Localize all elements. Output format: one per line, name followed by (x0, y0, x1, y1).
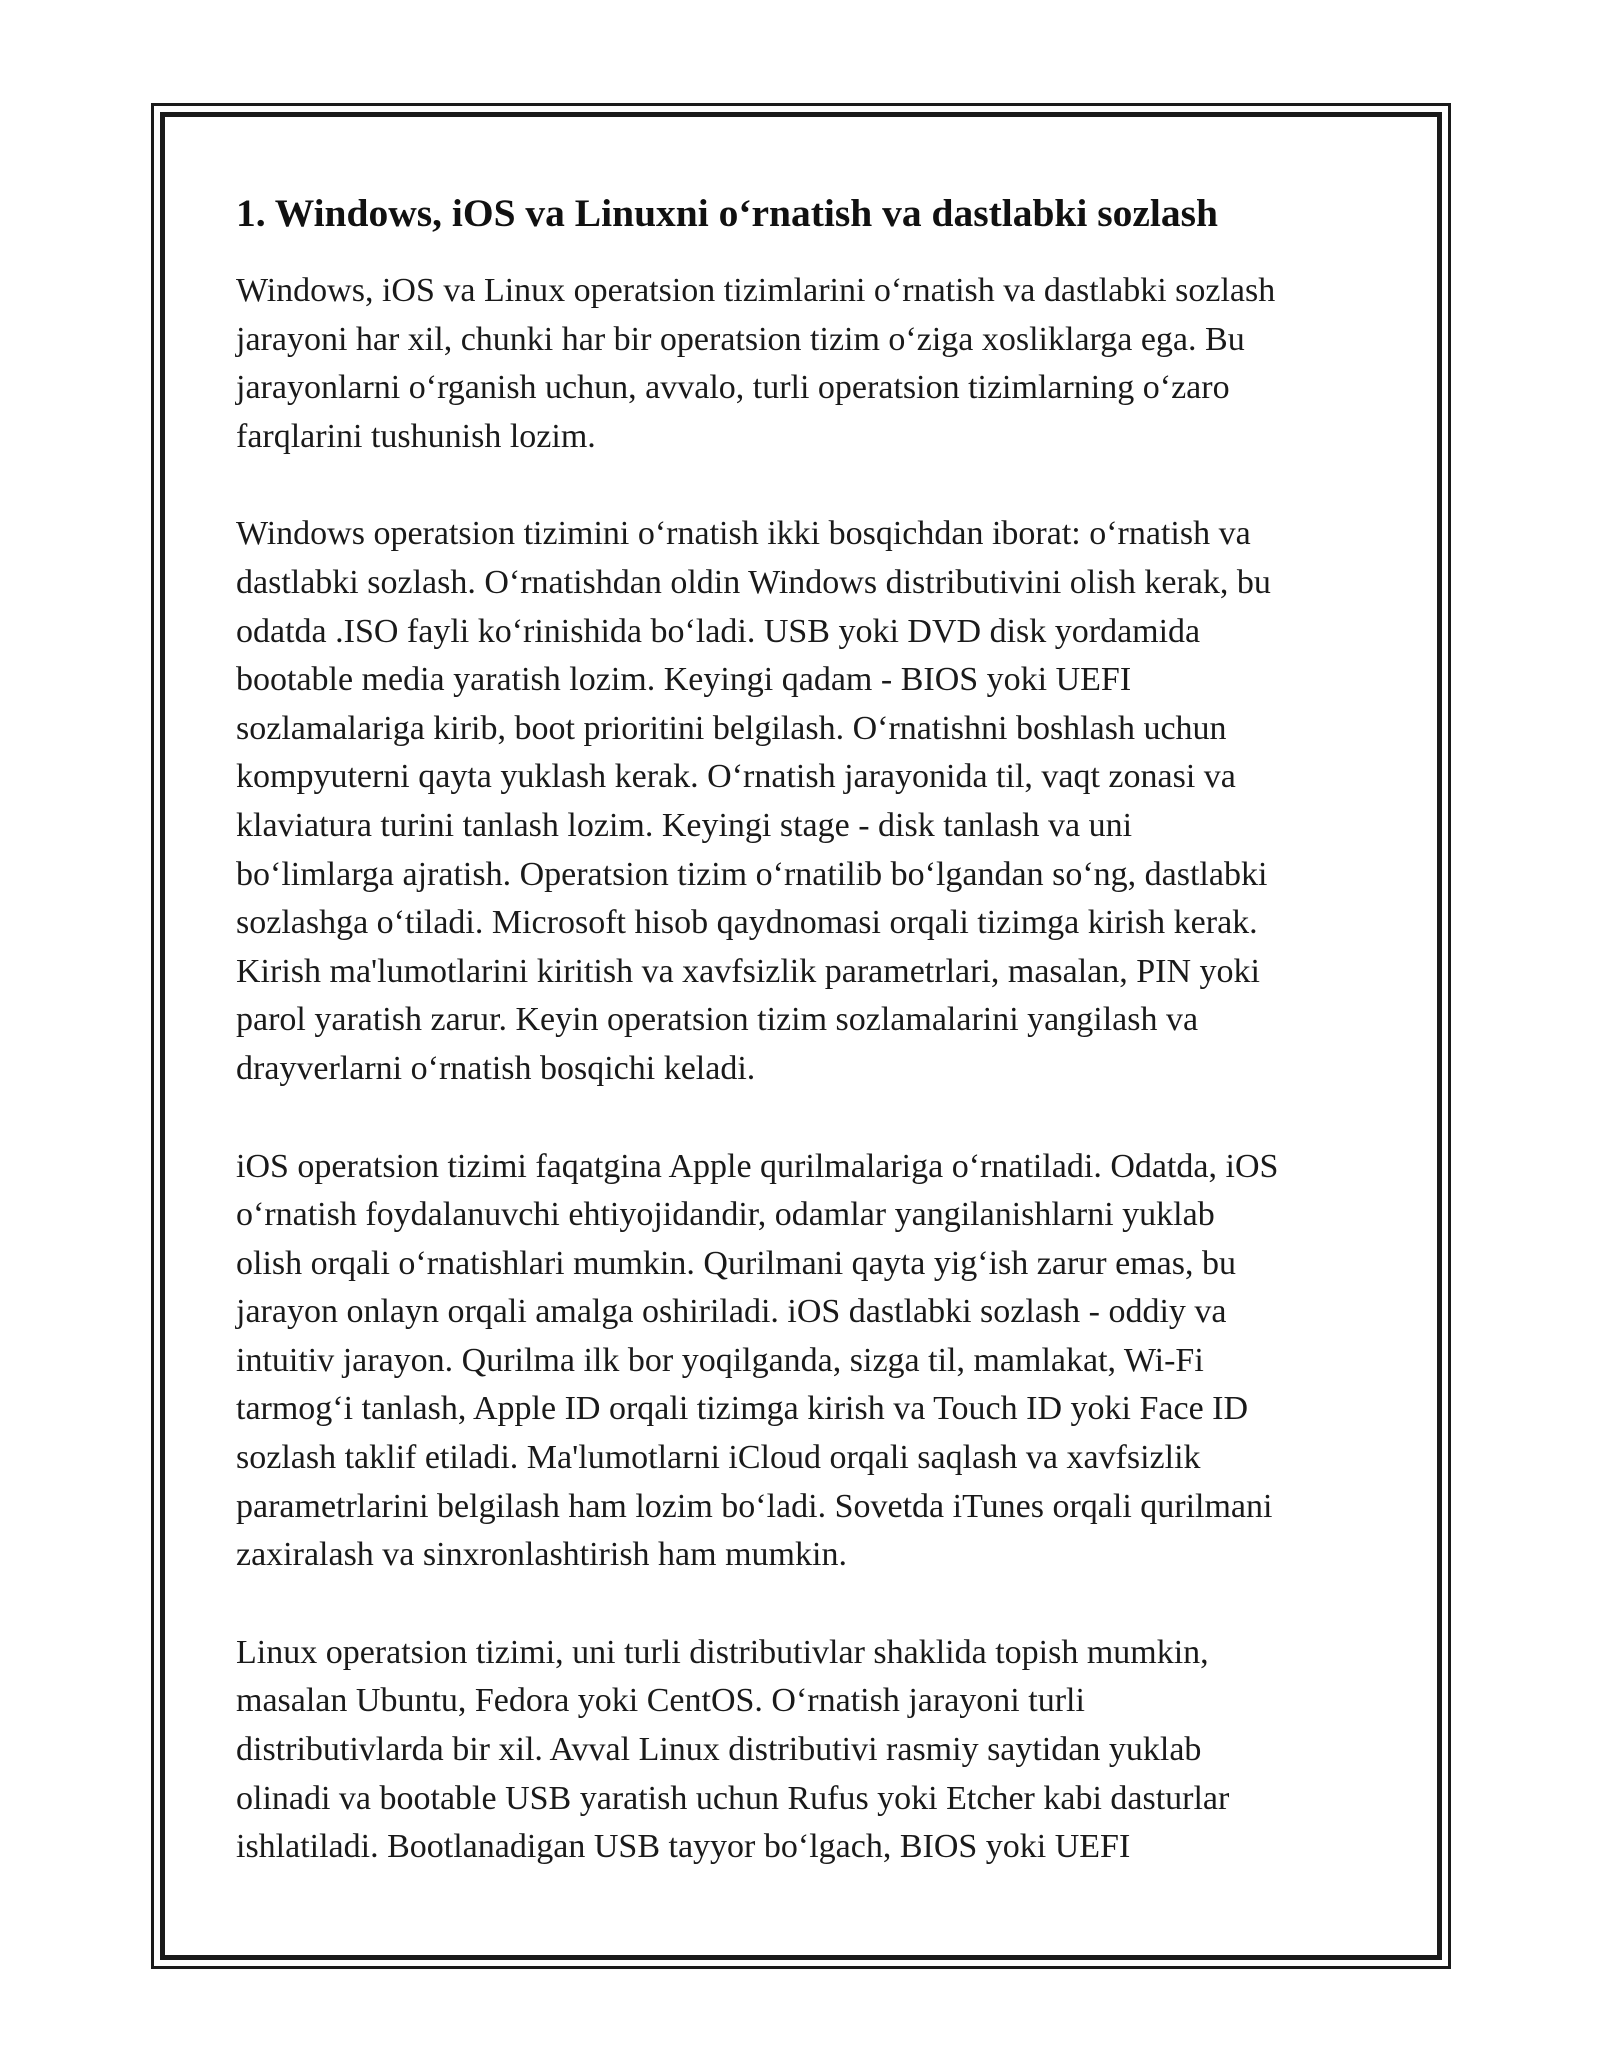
text-line: zaxiralash va sinxronlashtirish ham mumkin. (236, 1536, 847, 1574)
paragraph-linux (236, 1629, 1376, 1872)
text-line: Windows, iOS va Linux operatsion tizimlarini o‘rnatish va dastlabki sozlash (236, 272, 1276, 309)
text-line: olinadi va bootable USB yaratish uchun Rufus yoki Etcher kabi dasturlar (236, 1779, 1230, 1817)
text-line: sozlashga o‘tiladi. Microsoft hisob qaydnomasi orqali tizimga kirish kerak. (236, 904, 1258, 942)
text-line: odatda .ISO fayli ko‘rinishida bo‘ladi. USB yoki DVD disk yordamida (236, 612, 1201, 650)
text-line: bootable media yaratish lozim. Keyingi qadam - BIOS yoki UEFI (236, 661, 1132, 699)
text-line: klaviatura turini tanlash lozim. Keyingi stage - disk tanlash va uni (236, 806, 1133, 844)
paragraph-ios (236, 1143, 1376, 1580)
text-line: jarayonlarni o‘rganish uchun, avvalo, turli operatsion tizimlarning o‘zaro (236, 369, 1230, 407)
section-heading: 1. Windows, iOS va Linuxni o‘rnatish va dastlabki sozlash (236, 191, 1218, 235)
text-line: parol yaratish zarur. Keyin operatsion tizim sozlamalarini yangilash va (236, 1001, 1199, 1039)
text-line: bo‘limlarga ajratish. Operatsion tizim o‘rnatilib bo‘lgandan so‘ng, dastlabki (236, 855, 1268, 893)
text-line: olish orqali o‘rnatishlari mumkin. Qurilmani qayta yig‘ish zarur emas, bu (236, 1244, 1236, 1282)
document-body (236, 188, 1376, 1921)
text-line: o‘rnatish foydalanuvchi ehtiyojidandir, odamlar yangilanishlarni yuklab (236, 1196, 1215, 1234)
paragraph-windows (236, 510, 1376, 1093)
text-line: farqlarini tushunish lozim. (236, 417, 596, 455)
text-line: ishlatiladi. Bootlanadigan USB tayyor bo‘lgach, BIOS yoki UEFI (236, 1828, 1131, 1866)
text-line: sozlash taklif etiladi. Ma'lumotlarni iCloud orqali saqlash va xavfsizlik (236, 1439, 1201, 1477)
text-line: kompyuterni qayta yuklash kerak. O‘rnatish jarayonida til, vaqt zonasi va (236, 758, 1236, 796)
text-line: iOS operatsion tizimi faqatgina Apple qurilmalariga o‘rnatiladi. Odatda, iOS (236, 1147, 1279, 1185)
text-line: parametrlarini belgilash ham lozim bo‘ladi. Sovetda iTunes orqali qurilmani (236, 1487, 1273, 1525)
text-line: dastlabki sozlash. O‘rnatishdan oldin Windows distributivini olish kerak, bu (236, 563, 1271, 601)
text-line: jarayon onlayn orqali amalga oshiriladi. iOS dastlabki sozlash - oddiy va (236, 1293, 1227, 1331)
text-line: Windows operatsion tizimini o‘rnatish ikki bosqichdan iborat: o‘rnatish va (236, 515, 1251, 553)
text-line: tarmog‘i tanlash, Apple ID orqali tizimga kirish va Touch ID yoki Face ID (236, 1390, 1249, 1428)
text-line: jarayoni har xil, chunki har bir operatsion tizim o‘ziga xosliklarga ega. Bu (236, 320, 1245, 358)
text-line: intuitiv jarayon. Qurilma ilk bor yoqilganda, sizga til, mamlakat, Wi-Fi (236, 1341, 1204, 1379)
text-line: masalan Ubuntu, Fedora yoki CentOS. O‘rnatish jarayoni turli (236, 1682, 1085, 1720)
text-line: Kirish ma'lumotlarini kiritish va xavfsizlik parametrlari, masalan, PIN yoki (236, 952, 1261, 990)
paragraph-intro (236, 267, 1376, 461)
text-line: Linux operatsion tizimi, uni turli distributivlar shaklida topish mumkin, (236, 1633, 1209, 1671)
text-line: sozlamalariga kirib, boot prioritini belgilash. O‘rnatishni boshlash uchun (236, 709, 1227, 747)
text-line: drayverlarni o‘rnatish bosqichi keladi. (236, 1049, 756, 1087)
text-line: distributivlarda bir xil. Avval Linux distributivi rasmiy saytidan yuklab (236, 1731, 1202, 1769)
